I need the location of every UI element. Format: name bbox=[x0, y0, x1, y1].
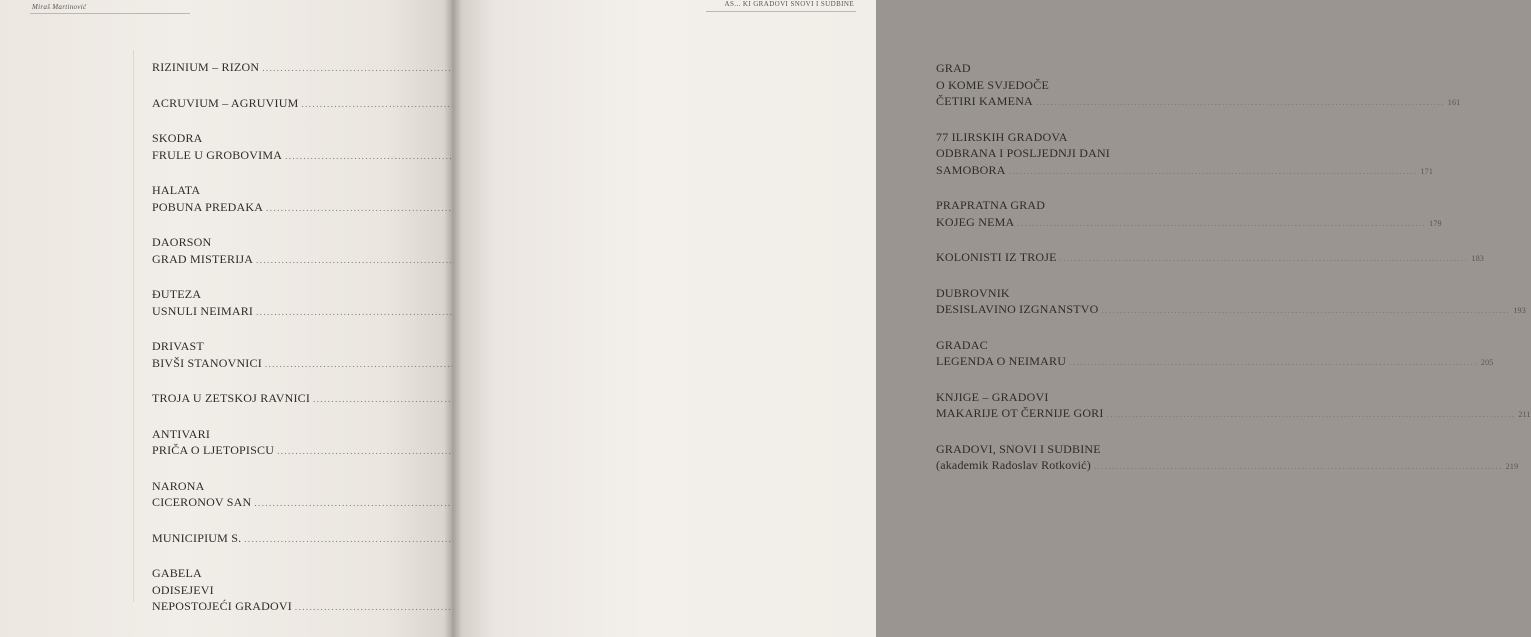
toc-entry-last-line bbox=[152, 59, 406, 78]
toc-page-number: 179 bbox=[1429, 218, 1442, 228]
toc-entry-title-line: PRIČA O LJETOPISCU bbox=[152, 443, 275, 457]
toc-entry-title-line: ODISEJEVI bbox=[152, 582, 214, 597]
toc-entry-last-line bbox=[936, 353, 1494, 372]
toc-entry bbox=[152, 286, 406, 321]
toc-entry-title-line: FRULE U GROBOVIMA bbox=[152, 147, 283, 162]
toc-entry-title-line: ČETIRI KAMENA bbox=[936, 94, 1033, 108]
toc-entry-last-line bbox=[936, 405, 1531, 424]
toc-entry bbox=[152, 130, 406, 165]
toc-entry-title-line: GRAD MISTERIJA bbox=[152, 251, 254, 266]
toc-entry-last-line bbox=[936, 301, 1526, 320]
toc-entry-last-line bbox=[152, 147, 406, 166]
toc-entry bbox=[152, 234, 406, 269]
toc-entry bbox=[152, 59, 406, 78]
dot-leader bbox=[1069, 354, 1478, 371]
toc-page-number: 205 bbox=[1480, 358, 1494, 367]
toc-entry-title-line: SKODRA bbox=[152, 131, 203, 145]
toc-entry-title-line: KOJEG NEMA bbox=[936, 214, 1015, 229]
toc-entry bbox=[152, 95, 406, 114]
toc-entry bbox=[152, 478, 406, 513]
toc-entry-title-line: CICERONOV SAN bbox=[152, 495, 252, 509]
left-page bbox=[0, 0, 452, 637]
toc-entry-title-line: MAKARIJE OT ČERNIJE GORI bbox=[936, 406, 1104, 420]
toc-entry-title-line: GRADOVI, SNOVI I SUDBINE bbox=[936, 441, 1101, 456]
dot-leader bbox=[1102, 302, 1511, 319]
toc-entry bbox=[152, 530, 406, 549]
toc-list-left bbox=[152, 59, 406, 634]
toc-entry bbox=[936, 197, 1442, 232]
toc-entry-title-line: O KOME SVJEDOČE bbox=[936, 77, 1050, 92]
toc-entry-title-line: SAMOBORA bbox=[936, 162, 1006, 177]
toc-entry-title-line: 77 ILIRSKIH GRADOVA bbox=[936, 129, 1068, 144]
toc-entry-last-line bbox=[152, 598, 406, 617]
toc-entry-last-line bbox=[936, 249, 1485, 268]
dot-leader bbox=[1094, 458, 1503, 475]
dot-leader bbox=[1060, 250, 1469, 267]
toc-entry-title-line: KNJIGE – GRADOVI bbox=[936, 389, 1049, 404]
toc-entry-title-line: ACRUVIUM – AGRUVIUM bbox=[152, 95, 299, 110]
toc-entry-title-line: BIVŠI STANOVNICI bbox=[152, 355, 262, 370]
toc-entry bbox=[152, 390, 406, 409]
toc-entry bbox=[936, 60, 1461, 112]
running-head-title: AS... KI GRADOVI SNOVI I SUDBINE bbox=[724, 0, 854, 8]
dot-leader bbox=[1009, 163, 1418, 180]
toc-entry-title-line: NARONA bbox=[152, 478, 205, 493]
toc-entry bbox=[936, 249, 1485, 268]
header-rule-right bbox=[706, 11, 856, 12]
toc-entry-title-line: DRIVAST bbox=[152, 339, 204, 353]
toc-entry-title-line: KOLONISTI IZ TROJE bbox=[936, 250, 1057, 264]
toc-entry-title-line: USNULI NEIMARI bbox=[152, 303, 254, 318]
toc-page-number: 193 bbox=[1513, 306, 1526, 315]
toc-page-number: 219 bbox=[1505, 462, 1519, 471]
toc-entry bbox=[152, 426, 406, 461]
toc-entry-title-line: DESISLAVINO IZGNANSTVO bbox=[936, 302, 1099, 316]
toc-entry-last-line bbox=[152, 303, 406, 322]
toc-page-number: 183 bbox=[1471, 254, 1485, 263]
toc-entry-last-line bbox=[152, 251, 406, 270]
toc-entry-last-line bbox=[936, 214, 1442, 233]
running-head-author: Miraš Martinović bbox=[32, 3, 87, 11]
toc-entry bbox=[936, 441, 1519, 476]
toc-entry-title-line: GABELA bbox=[152, 566, 202, 580]
header-rule-left bbox=[30, 13, 190, 14]
toc-entry-title-line: GRADAC bbox=[936, 337, 988, 352]
toc-entry-title-line: ODBRANA I POSLJEDNJI DANI bbox=[936, 146, 1111, 160]
toc-entry-title-line: DUBROVNIK bbox=[936, 285, 1010, 300]
toc-entry-title-line: NEPOSTOJEĆI GRADOVI bbox=[152, 599, 292, 613]
dot-leader bbox=[1107, 406, 1516, 423]
toc-page-number: 161 bbox=[1447, 98, 1461, 107]
toc-entry-title-line: GRAD bbox=[936, 61, 971, 75]
toc-entry bbox=[936, 129, 1434, 181]
toc-entry bbox=[152, 338, 406, 373]
toc-entry-title-line: DAORSON bbox=[152, 235, 212, 249]
toc-entry-title-line: TROJA U ZETSKOJ RAVNICI bbox=[152, 391, 311, 405]
toc-entry-last-line bbox=[152, 390, 406, 409]
toc-entry-last-line bbox=[152, 95, 406, 114]
toc-entry-title-line: ANTIVARI bbox=[152, 426, 211, 441]
book-gutter bbox=[444, 0, 462, 637]
toc-entry-last-line bbox=[936, 93, 1461, 112]
toc-entry bbox=[152, 565, 406, 617]
toc-entry bbox=[936, 337, 1494, 372]
toc-entry bbox=[936, 389, 1531, 424]
toc-page-number: 171 bbox=[1420, 166, 1434, 176]
toc-entry-title-line: LEGENDA O NEIMARU bbox=[936, 354, 1067, 368]
toc-entry-title-line: (akademik Radoslav Rotković) bbox=[936, 458, 1091, 472]
toc-entry-last-line bbox=[152, 530, 406, 549]
dot-leader bbox=[1017, 215, 1426, 232]
toc-entry-last-line bbox=[152, 199, 406, 218]
toc-entry-title-line: ĐUTEZA bbox=[152, 287, 202, 301]
toc-entry-title-line: POBUNA PREDAKA bbox=[152, 199, 264, 214]
right-page bbox=[452, 0, 1531, 637]
toc-entry-title-line: HALATA bbox=[152, 183, 201, 197]
toc-entry-last-line bbox=[936, 162, 1434, 181]
toc-page-number: 211 bbox=[1518, 410, 1531, 419]
page-crease-shadow bbox=[133, 50, 134, 602]
toc-entry-last-line bbox=[152, 355, 406, 374]
toc-entry-title-line: RIZINIUM – RIZON bbox=[152, 60, 260, 74]
toc-entry-last-line bbox=[936, 457, 1519, 476]
toc-entry-last-line bbox=[152, 442, 406, 461]
toc-list-right bbox=[936, 60, 1531, 493]
toc-entry bbox=[936, 285, 1526, 320]
dot-leader bbox=[1036, 94, 1445, 111]
toc-entry bbox=[152, 182, 406, 217]
toc-entry-title-line: PRAPRATNA GRAD bbox=[936, 198, 1046, 212]
toc-entry-last-line bbox=[152, 494, 406, 513]
toc-entry-title-line: MUNICIPIUM S. bbox=[152, 530, 242, 545]
